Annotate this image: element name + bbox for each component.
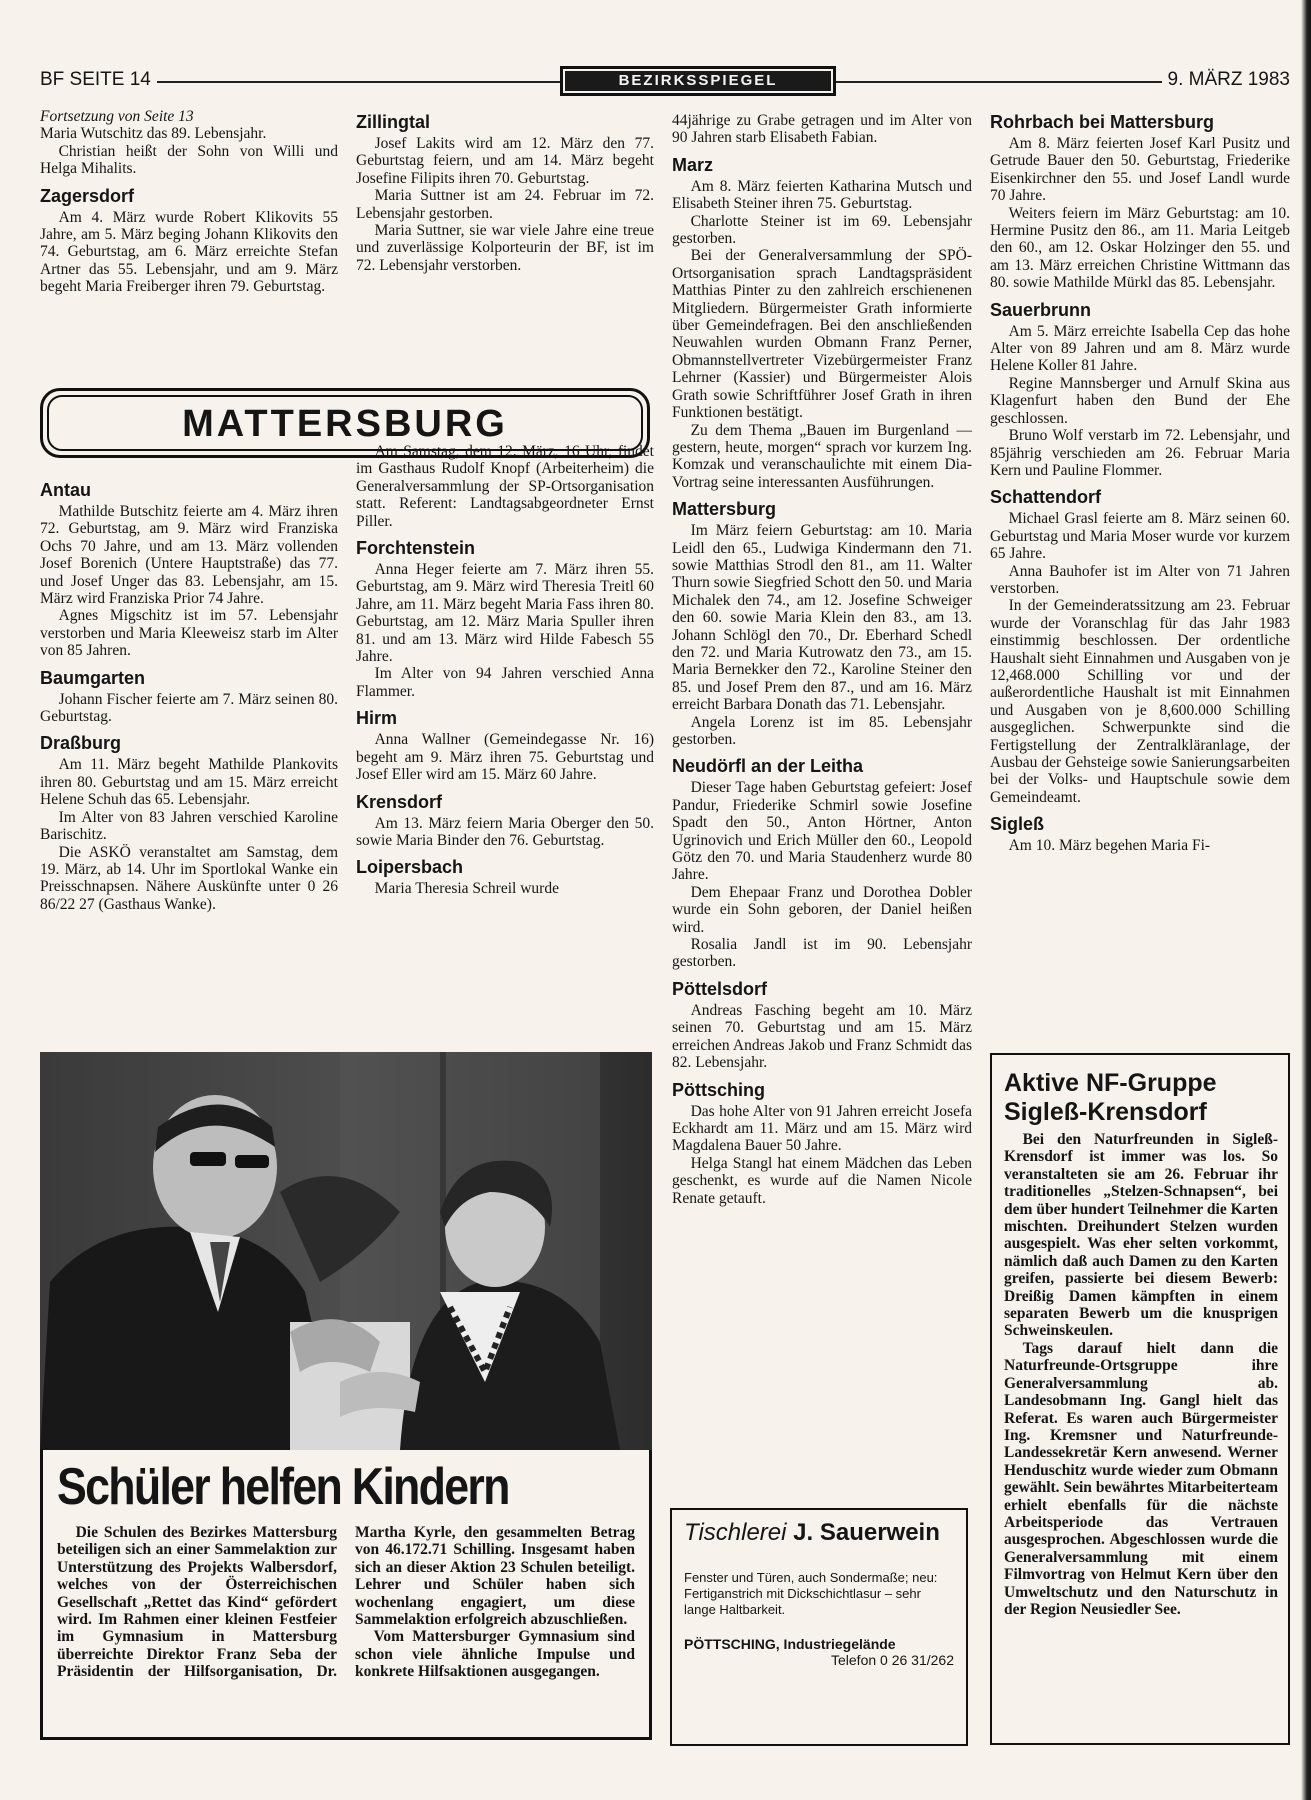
continuation-line bbox=[40, 108, 338, 125]
column-2-top bbox=[356, 112, 654, 274]
news-photo bbox=[40, 1052, 652, 1450]
paragraph: Am 8. März feierten Josef Karl Pusitz und Getrude Bauer den 50. Geburtstag, Friederike Eisenkirchner den 55. und Josef Landl wurde 70 Jahre. bbox=[990, 135, 1290, 205]
place-heading: Pöttsching bbox=[672, 1079, 765, 1100]
paragraph: Regine Mannsberger und Arnulf Skina aus Klagenfurt haben den Bund der Ehe geschlossen. bbox=[990, 374, 1290, 427]
paragraph: Maria Theresia Schreil wurde bbox=[374, 880, 559, 898]
paragraph: Helga Stangl hat einem Mädchen das Leben geschenkt, es wurde auf die Namen Nicole Renate getauft. bbox=[672, 1154, 972, 1207]
paragraph: Zu dem Thema „Bauen im Burgenland — gestern, heute, morgen“ sprach vor kurzem Ing. Komzak und veranschaulichte mit einem Dia-Vortrag seine interessanten Ausführungen. bbox=[672, 421, 972, 491]
place-heading: Hirm bbox=[356, 708, 398, 729]
paragraph: Anna Bauhofer ist im Alter von 71 Jahren verstorben. bbox=[990, 562, 1290, 597]
section-badge bbox=[560, 66, 836, 96]
paragraph: Am 5. März erreichte Isabella Cep das hohe Alter von 89 Jahren und am 8. März wurde Helene Koller 81 Jahre. bbox=[990, 322, 1290, 375]
paragraph: Im Alter von 83 Jahren verschied Karoline Barischitz. bbox=[40, 808, 338, 844]
paragraph: Dem Ehepaar Franz und Dorothea Dobler wurde ein Sohn geboren, der Daniel heißen wird. bbox=[672, 883, 972, 936]
paragraph: Maria Suttner ist am 24. Februar im 72. Lebensjahr gestorben. bbox=[356, 187, 654, 222]
paragraph: In der Gemeinderatssitzung am 23. Februar wurde der Voranschlag für das Jahr 1983 einstimmig beschlossen. Der ordentliche Haushalt sieht Einnahmen und Ausgaben von je 12,468.000 Schilling vor und der außerordentliche Haushalt ist mit Einnahmen und Ausgaben von je 8,600.000 Schilling ausgeglichen. Schwerpunkte sind die Fertigstellung der Zentralkläranlage, der Ausbau der Gehsteige sowie Sanierungsarbeiten bei der Volks- und Hauptschule sowie dem Gemeindeamt. bbox=[990, 597, 1290, 806]
paragraph: Im März feiern Geburtstag: am 10. Maria Leidl den 65., Ludwiga Kindermann den 71. sowie Matthias Strodl den 81., am 11. Walter Thurn sowie Siegfried Schott den 50. und Maria Michalek den 74., am 12. Josefine Schweiger den 60. sowie Maria Klein den 83., am 13. Johann Schlögl den 70., Dr. Eberhard Schedl den 72. und Maria Kutrowatz den 73., am 15. Maria Bernekker den 72., Karoline Steiner den 85. und Josef Prem den 87., und am 16. März erreicht Barbara Donath das 71. Lebensjahr. bbox=[672, 522, 972, 714]
paragraph: Am Samstag, dem 12. März, 16 Uhr, findet im Gasthaus Rudolf Knopf (Arbeiterheim) die Generalversammlung der SP-Ortsorganisation statt. Referent: Landtagsabgeordneter Ernst Piller. bbox=[356, 443, 654, 530]
paragraph: Dieser Tage haben Geburtstag gefeiert: Josef Pandur, Friederike Schmirl sowie Josefine Spadt den 50., Anton Hörtner, Anton Ugrinovich und Erich Müller den 60., Leopold Götz den 70. und Maria Staudenherz wurde 80 Jahre. bbox=[672, 779, 972, 884]
ad-phone: Telefon 0 26 31/262 bbox=[831, 1652, 954, 1668]
place-heading: Zillingtal bbox=[356, 112, 430, 132]
paragraph: Christian heißt der Sohn von Willi und Helga Mihalits. bbox=[40, 142, 338, 178]
paragraph: Agnes Migschitz ist im 57. Lebensjahr verstorben und Maria Kleeweisz starb im Alter von 85 Jahren. bbox=[40, 607, 338, 660]
story-body bbox=[57, 1524, 635, 1681]
paragraph: Tags darauf hielt dann die Naturfreunde-Ortsgruppe ihre Generalversammlung ab. Landesobmann Ing. Gangl hielt das Referat. Es waren auch Bürgermeister Ing. Kremsner und Naturfreunde-Landessekretär Kern anwesend. Werner Henduschitz wurde wieder zum Obmann gewählt. Sein bewährtes Mitarbeiterteam erhielt ebenfalls für die nächste Arbeitsperiode das Vertrauen ausgesprochen. Abgeschlossen wurde die Generalversammlung mit einem Filmvortrag von Helmut Kern über den Umweltschutz und den Naturschutz in der Region Neusiedler See. bbox=[1004, 1339, 1278, 1618]
ad-company-name: J. Sauerwein bbox=[793, 1519, 940, 1546]
paragraph: Am 8. März feierten Katharina Mutsch und Elisabeth Steiner ihren 75. Geburtstag. bbox=[672, 177, 972, 213]
paragraph: Bei den Naturfreunden in Sigleß-Krensdorf ist immer was los. So veranstalteten sie am 26. Februar ihr traditionelles „Stelzen-Schnapsen“, bei dem über hundert Teilnehmer die Karten mischten. Dreihundert Stelzen wurden ausgespielt. Was eher selten vorkommt, nämlich daß auch Damen zu den Karten greifen, passierte bei diesem Bewerb: Dreißig Damen kämpften in einem separaten Bewerb um die knusprigen Schweinskeulen. bbox=[1004, 1131, 1278, 1340]
place-heading: Marz bbox=[672, 154, 714, 175]
story-headline: Schüler helfen Kindern bbox=[57, 1458, 509, 1516]
box-title: Aktive NF-Gruppe Sigleß-Krensdorf bbox=[1004, 1069, 1217, 1126]
place-heading: Neudörfl an der Leitha bbox=[672, 756, 864, 777]
photo-illustration bbox=[40, 1052, 652, 1450]
paragraph: Bei der Generalversammlung der SPÖ-Ortsorganisation sprach Landtagspräsident Matthias Pinter zu den zahlreich erschienenen Mitgliedern. Bürgermeister Grath informierte über Gemeindefragen. Bei den anschließenden Neuwahlen wurden Obmann Franz Perner, Obmannstellvertreter Vizebürgermeister Franz Lehrner (Kassier) und Bürgermeister Alois Grath sowie Schriftführer Josef Grath in ihren Funktionen bestätigt. bbox=[672, 247, 972, 422]
place-heading: Loipersbach bbox=[356, 857, 464, 878]
paragraph: Angela Lorenz ist im 85. Lebensjahr gestorben. bbox=[672, 713, 972, 748]
paragraph: Das hohe Alter von 91 Jahren erreicht Josefa Eckhardt am 11. März und am 15. März wird Magdalena Bauer 50 Jahre. bbox=[672, 1102, 972, 1155]
paragraph: Am 10. März begehen Maria Fi- bbox=[1008, 837, 1211, 855]
paragraph: Maria Suttner, sie war viele Jahre eine treue und zuverlässige Kolporteurin der BF, ist im 72. Lebensjahr verstorben. bbox=[356, 222, 654, 274]
page-number: BF SEITE 14 bbox=[40, 69, 157, 91]
paragraph: Mathilde Butschitz feierte am 4. März ihren 72. Geburtstag, am 9. März wird Franziska Ochs 70 Jahre, und am 13. März vollenden Josef Borenich (Untere Hauptstraße) das 77. und Josef Unger das 83. Lebensjahr, am 15. März wird Franziska Prior 74 Jahre. bbox=[40, 503, 338, 608]
page-header bbox=[40, 66, 1290, 96]
section-title: BEZIRKSSPIEGEL bbox=[565, 71, 831, 91]
paragraph: Maria Wutschitz das 89. Lebensjahr. bbox=[40, 125, 267, 143]
paragraph: Weiters feiern im März Geburtstag: am 10. Hermine Pusitz den 86., am 11. Maria Leitgeb den 60., am 12. Oskar Holzinger den 55. und am 13. März erreichen Christine Wittmann das 80. sowie Mathilde Mürkl das 85. Lebensjahr. bbox=[990, 204, 1290, 292]
column-3 bbox=[672, 112, 972, 1207]
paragraph: Am 4. März wurde Robert Klikovits 55 Jahre, am 5. März beging Johann Klikovits den 74. Geburtstag, am 6. März erreichte Stefan Artner das 55. Lebensjahr, und am 9. März begeht Maria Freiberger ihren 79. Geburtstag. bbox=[40, 208, 338, 296]
ad-company bbox=[684, 1518, 954, 1548]
paragraph: Rosalia Jandl ist im 90. Lebensjahr gestorben. bbox=[672, 936, 972, 971]
section-banner-title: MATTERSBURG bbox=[47, 395, 643, 451]
column-1-top bbox=[40, 108, 338, 296]
box-body bbox=[1004, 1131, 1278, 1618]
place-heading: Sauerbrunn bbox=[990, 299, 1092, 320]
place-heading: Forchtenstein bbox=[356, 538, 476, 559]
paragraph: Die ASKÖ veranstaltet am Samstag, dem 19. März, ab 14. Uhr im Sportlokal Wanke ein Preisschnapsen. Nähere Auskünfte unter 0 26 86/22 27 (Gasthaus Wanke). bbox=[40, 843, 338, 913]
paragraph: Vom Mattersburger Gymnasium sind schon viele ähnliche Impulse und konkrete Hilfsaktionen ausgegangen. bbox=[355, 1628, 635, 1681]
paragraph: Anna Heger feierte am 7. März ihren 55. Geburtstag, am 9. März wird Theresia Treitl 60 Jahre, am 11. März begeht Maria Fass ihren 80. Geburtstag, am 12. März Maria Spuller ihren 81. und am 13. März wird Hilde Fabesch 55 Jahre. bbox=[356, 561, 654, 666]
paragraph: Am 13. März feiern Maria Oberger den 50. sowie Maria Binder den 76. Geburtstag. bbox=[356, 814, 654, 849]
paragraph: Michael Grasl feierte am 8. März seinen 60. Geburtstag und Maria Moser wurde vor kurzem 65 Jahre. bbox=[990, 510, 1290, 563]
place-heading: Sigleß bbox=[990, 814, 1045, 835]
paragraph: Die Schulen des Bezirkes Mattersburg beteiligen sich an einer Sammelaktion zur Unterstützung des Projekts Walbersdorf, welches von der Österreichischen Gesellschaft „Rettet das Kind“ gefördert wird. Im Rahmen einer kleinen Festfeier im Gymnasium in Mattersburg überreichte Direktor Franz Seba der Präsidentin der Hilfsorganisation, Dr. Martha Kyrle, den gesammelten Betrag von 46.172.71 Schilling. Insgesamt haben sich an dieser Aktion 23 Schulen beteiligt. Lehrer und Schüler haben sich wochenlang engagiert, um diese Sammelaktion erfolgreich abzuschließen. bbox=[57, 1524, 635, 1681]
column-4 bbox=[990, 112, 1290, 855]
column-1-bottom bbox=[40, 480, 338, 913]
ad-address: PÖTTSCHING, Industriegelände bbox=[684, 1636, 896, 1652]
paragraph: 44jährige zu Grabe getragen und im Alter von 90 Jahren starb Elisabeth Fabian. bbox=[672, 112, 972, 147]
place-heading: Pöttelsdorf bbox=[672, 978, 768, 999]
place-heading: Antau bbox=[40, 480, 91, 500]
ad-description: Fenster und Türen, auch Sondermaße; neu: Fertiganstrich mit Dickschichtlasur – sehr lange Haltbarkeit. bbox=[684, 1570, 938, 1617]
ad-company-type: Tischlerei bbox=[684, 1519, 787, 1546]
place-heading: Schattendorf bbox=[990, 487, 1102, 508]
place-heading: Rohrbach bei Mattersburg bbox=[990, 112, 1215, 132]
paragraph: Anna Wallner (Gemeindegasse Nr. 16) begeht am 9. März ihren 75. Geburtstag und Josef Eller wird am 15. März 60 Jahre. bbox=[356, 731, 654, 784]
place-heading: Baumgarten bbox=[40, 667, 146, 688]
paragraph: Josef Lakits wird am 12. März den 77. Geburtstag feiern, und am 14. März begeht Josefine Filipits ihren 70. Geburtstag. bbox=[356, 135, 654, 187]
place-heading: Mattersburg bbox=[672, 499, 777, 520]
page-edge-shadow bbox=[1301, 0, 1311, 1800]
paragraph: Am 11. März begeht Mathilde Plankovits ihren 80. Geburtstag und am 15. März erreicht Helene Schuh das 65. Lebensjahr. bbox=[40, 756, 338, 809]
advertisement bbox=[670, 1508, 968, 1746]
issue-date: 9. MÄRZ 1983 bbox=[1162, 69, 1291, 91]
paragraph: Andreas Fasching begeht am 10. März seinen 70. Geburtstag und am 15. März erreichen Andreas Jakob und Franz Schmidt das 82. Lebensjahr. bbox=[672, 1001, 972, 1072]
continuation-note: Fortsetzung von Seite 13 bbox=[40, 108, 194, 125]
paragraph: Charlotte Steiner ist im 69. Lebensjahr gestorben. bbox=[672, 212, 972, 248]
paragraph: Johann Fischer feierte am 7. März seinen 80. Geburtstag. bbox=[40, 690, 338, 726]
place-heading: Draßburg bbox=[40, 733, 121, 754]
feature-story bbox=[40, 1450, 652, 1740]
sidebar-box bbox=[990, 1053, 1290, 1745]
paragraph: Bruno Wolf verstarb im 72. Lebensjahr, und 85jährig verschieden am 26. Februar Maria Kern und Pauline Flommer. bbox=[990, 427, 1290, 479]
column-2-bottom bbox=[356, 443, 654, 898]
paragraph: Im Alter von 94 Jahren verschied Anna Flammer. bbox=[356, 665, 654, 700]
place-heading: Krensdorf bbox=[356, 791, 443, 812]
place-heading: Zagersdorf bbox=[40, 185, 135, 206]
